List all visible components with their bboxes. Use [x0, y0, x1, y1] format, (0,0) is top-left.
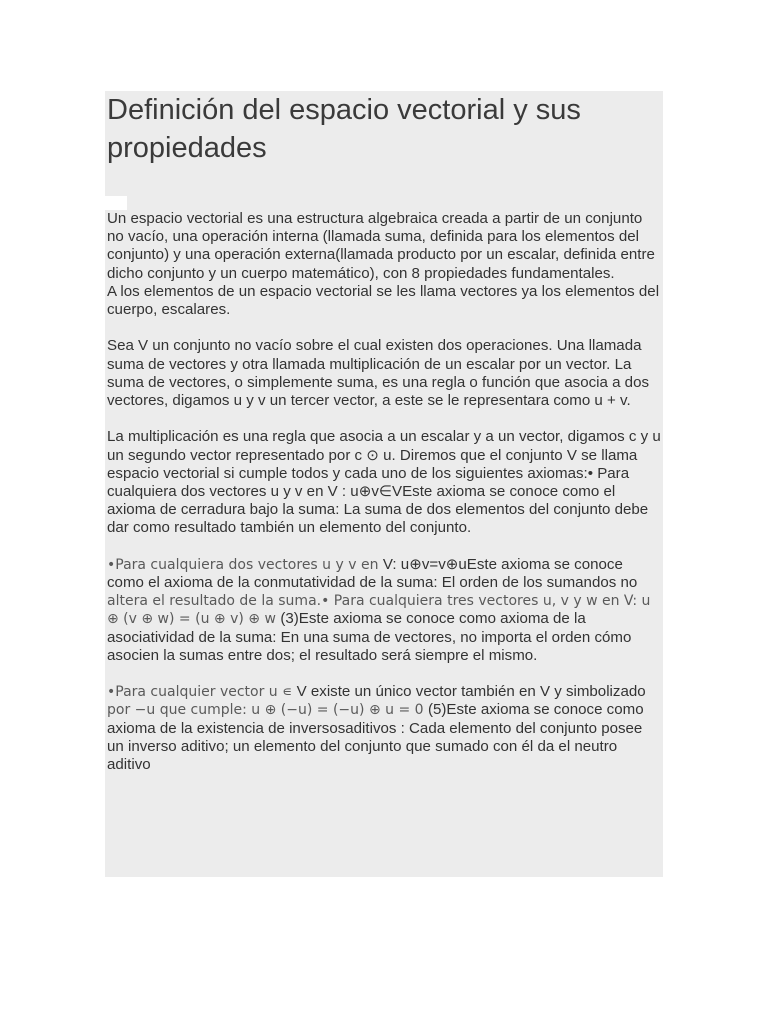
paragraph-intro: Un espacio vectorial es una estructura algebraica creada a partir de un conjunto no vacío, una operación interna (llamada suma, definida para los elementos del conjunto) y una operación externa(llamada producto por un escalar, definida entre dicho conjunto y un cuerpo matemático), con 8 propiedades fundamentales. — [107, 210, 655, 282]
paragraph-definition: Sea V un conjunto no vacío sobre el cual existen dos operaciones. Una llamada suma de vectores y otra llamada multiplicación de un escalar por un vector. La suma de vectores, o simplemente suma, es una regla o función que asocia a dos vectores, digamos u y v un tercer vector, a este se le representara como u + v. — [107, 337, 650, 410]
page-title: Definición del espacio vectorial y sus propiedades — [107, 94, 581, 164]
axiom-text: (5)Este axioma se conoce como axioma de la existencia de inversosaditivos : Cada elemento del conjunto posee un inverso aditivo; un elemento del conjunto que sumado con él da el neutro aditivo — [107, 701, 644, 774]
paragraph-axiom-closure: La multiplicación es una regla que asocia a un escalar y a un vector, digamos c y u un segundo vector representado por c ⊙ u. Diremos que el conjunto V se llama espacio vectorial si cumple todos y cada uno de los siguientes axiomas:• Para cualquiera dos vectores u y v en V : u⊕v∈VEste axioma se conoce como el axioma de cerradura bajo la suma: La suma de dos elementos del conjunto debe dar como resultado también un elemento del conjunto. — [107, 428, 661, 537]
paragraph-elements: A los elementos de un espacio vectorial se les llama vectores ya los elementos del cuerpo, escalares. — [107, 282, 660, 319]
axiom-text-soft: por −u que cumple: u ⊕ (−u) = (−u) ⊕ u = 0 — [107, 702, 428, 719]
image-placeholder — [105, 196, 127, 210]
article-body — [107, 210, 663, 774]
axiom-text-soft: •Para cualquiera dos vectores u y v en — [107, 556, 383, 573]
axiom-text-soft: •Para cualquier vector u ∊ — [107, 684, 297, 701]
axiom-text: V: u⊕v=v⊕uEste axioma se conoce como el axioma de la conmutatividad de la suma: El orden de los sumandos no — [107, 555, 638, 592]
axiom-text-soft: altera el resultado de la suma.• Para cualquiera tres vectores u, v y w en V: u ⊕ (v ⊕ w) = (u ⊕ v) ⊕ w — [107, 593, 651, 628]
paragraph-axiom-inverse — [107, 683, 663, 774]
paragraph-axiom-commutativity — [107, 556, 663, 665]
axiom-text: (3)Este axioma se conoce como axioma de la asociatividad de la suma: En una suma de vectores, no importa el orden cómo asocien la sumas entre dos; el resultado será siempre el mismo. — [107, 610, 632, 664]
axiom-text: V existe un único vector también en V y simbolizado — [296, 683, 646, 701]
